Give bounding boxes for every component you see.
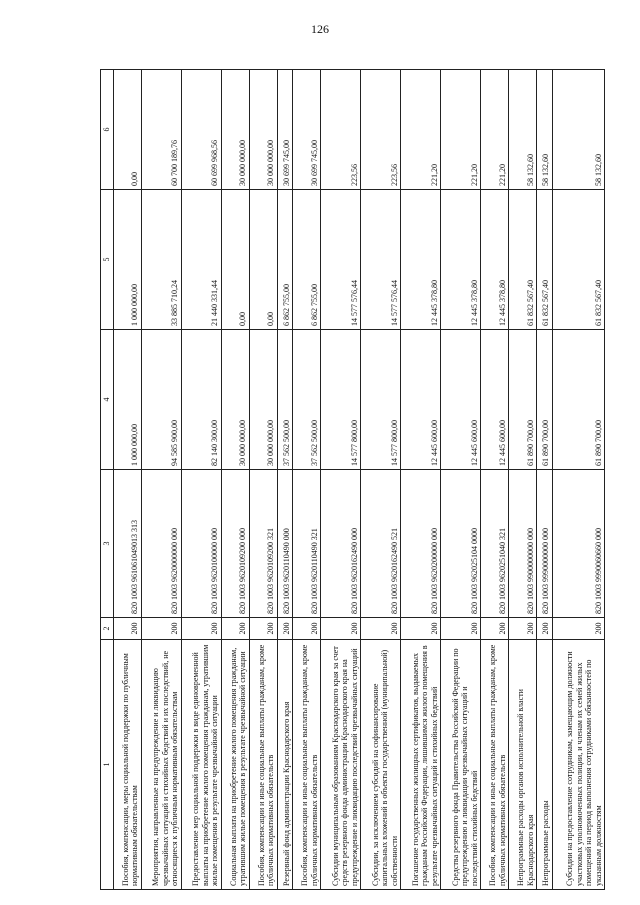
row-value-col4: 30 000 000,00 (221, 330, 249, 470)
row-vr: 200 (321, 618, 361, 640)
row-value-col4: 61 890 700,00 (509, 330, 537, 470)
row-code: 820 1003 9620251040 321 (481, 470, 509, 618)
row-value-col5: 14 577 576,44 (321, 190, 361, 330)
table-row (481, 70, 509, 890)
row-code: 820 1003 961061049013 313 (114, 470, 142, 618)
row-value-col5: 0,00 (249, 190, 277, 330)
column-header: 1 (101, 640, 114, 890)
row-value-col5: 0,00 (221, 190, 249, 330)
row-value-col4: 82 140 300,00 (181, 330, 221, 470)
row-value-col5: 6 862 755,00 (277, 190, 293, 330)
row-value-col6: 221,20 (481, 70, 509, 190)
row-value-col5: 61 832 567,40 (552, 190, 604, 330)
row-value-col4: 37 562 500,00 (293, 330, 321, 470)
row-value-col5: 6 862 755,00 (293, 190, 321, 330)
row-code: 820 1003 9990000000 000 (537, 470, 553, 618)
row-name: Средства резервного фонда Правительства Российской Федерации по предупреждению и ликвидации чрезвычайных ситуаций и последствий стихийных бедствий (441, 640, 481, 890)
row-code: 820 1003 9900000000 000 (509, 470, 537, 618)
table-row (249, 70, 277, 890)
table-row (321, 70, 361, 890)
row-value-col4: 30 000 000,00 (249, 330, 277, 470)
row-value-col4: 94 585 900,00 (141, 330, 181, 470)
row-value-col4: 14 577 800,00 (321, 330, 361, 470)
row-vr: 200 (401, 618, 441, 640)
row-vr: 200 (141, 618, 181, 640)
row-value-col5: 61 832 567,40 (509, 190, 537, 330)
row-value-col5: 12 445 378,80 (481, 190, 509, 330)
table-row (141, 70, 181, 890)
table-row (537, 70, 553, 890)
column-header: 2 (101, 618, 114, 640)
row-value-col6: 30 699 745,00 (277, 70, 293, 190)
row-value-col6: 30 000 000,00 (249, 70, 277, 190)
row-value-col5: 12 445 378,80 (441, 190, 481, 330)
row-value-col6: 58 132,60 (552, 70, 604, 190)
row-code: 820 1003 9620110490 000 (277, 470, 293, 618)
table-row (441, 70, 481, 890)
row-name: Социальная выплата на приобретение жилого помещения гражданам, утратившим жилые помещения в результате чрезвычайной ситуации (221, 640, 249, 890)
row-code: 820 1003 9620109200 321 (249, 470, 277, 618)
row-vr: 200 (441, 618, 481, 640)
row-vr: 200 (181, 618, 221, 640)
row-value-col6: 221,20 (401, 70, 441, 190)
table-row (509, 70, 537, 890)
table-row (401, 70, 441, 890)
table-body (114, 70, 605, 890)
column-header: 6 (101, 70, 114, 190)
row-name: Пособия, компенсации и иные социальные выплаты гражданам, кроме публичных нормативных обязательств (293, 640, 321, 890)
row-name: Субсидии, за исключением субсидий на софинансирование капитальных вложений в объекты государственной (муниципальной) собственности (361, 640, 401, 890)
row-code: 820 1003 9620162490 521 (361, 470, 401, 618)
table-row (181, 70, 221, 890)
page-number: 126 (311, 22, 329, 36)
row-value-col6: 223,56 (321, 70, 361, 190)
row-value-col6: 60 699 968,56 (181, 70, 221, 190)
row-vr: 200 (361, 618, 401, 640)
row-code: 820 1003 9620109200 000 (221, 470, 249, 618)
table-row (114, 70, 142, 890)
budget-table (100, 69, 605, 890)
row-value-col5: 61 832 567,40 (537, 190, 553, 330)
row-name: Резервный фонд администрации Краснодарского края (277, 640, 293, 890)
row-name: Предоставление мер социальной поддержки в виде единовременной выплаты на приобретение жилого помещения гражданам, утратившим жилые помещения в результате чрезвычайной ситуации (181, 640, 221, 890)
row-value-col4: 12 445 600,00 (441, 330, 481, 470)
row-value-col6: 58 132,60 (537, 70, 553, 190)
row-value-col4: 1 000 000,00 (114, 330, 142, 470)
row-value-col4: 61 890 700,00 (552, 330, 604, 470)
row-vr: 200 (537, 618, 553, 640)
row-value-col6: 0,00 (114, 70, 142, 190)
row-value-col5: 14 577 576,44 (361, 190, 401, 330)
row-value-col4: 14 577 800,00 (361, 330, 401, 470)
row-code: 820 1003 9990060660 000 (552, 470, 604, 618)
table-row (552, 70, 604, 890)
row-value-col6: 30 699 745,00 (293, 70, 321, 190)
row-name: Погашение государственных жилищных сертификатов, выдаваемых гражданам Российской Федерации, лишившимся жилого помещения в результате чрезвычайных ситуаций и стихийных бедствий (401, 640, 441, 890)
row-value-col5: 12 445 378,80 (401, 190, 441, 330)
row-code: 820 1003 9620200000 000 (401, 470, 441, 618)
row-value-col4: 61 890 700,00 (537, 330, 553, 470)
row-vr: 200 (277, 618, 293, 640)
row-name: Субсидии на предоставление сотрудникам, замещающим должности участковых уполномоченных полиции, и членам их семей жилых помещений на период выполнения сотрудниками обязанностей по указанным должностям (552, 640, 604, 890)
row-vr: 200 (552, 618, 604, 640)
row-vr: 200 (509, 618, 537, 640)
row-value-col6: 58 132,60 (509, 70, 537, 190)
row-value-col4: 12 445 600,00 (481, 330, 509, 470)
row-value-col5: 33 885 710,24 (141, 190, 181, 330)
table-row (277, 70, 293, 890)
row-vr: 200 (221, 618, 249, 640)
row-code: 820 1003 9620000000 000 (141, 470, 181, 618)
row-name: Субсидии муниципальным образованиям Краснодарского края за счет средств резервного фонда администрации Краснодарского края на предупреждение и ликвидацию последствий чрезвычайных ситуаций (321, 640, 361, 890)
row-value-col4: 37 562 500,00 (277, 330, 293, 470)
row-vr: 200 (114, 618, 142, 640)
row-code: 820 1003 9620100000 000 (181, 470, 221, 618)
row-value-col5: 1 000 000,00 (114, 190, 142, 330)
column-header: 5 (101, 190, 114, 330)
budget-table-rotated (100, 70, 605, 890)
row-name: Пособия, компенсации и иные социальные выплаты гражданам, кроме публичных нормативных обязательств (481, 640, 509, 890)
row-name: Непрограммные расходы (537, 640, 553, 890)
table-row (221, 70, 249, 890)
row-name: Пособия, компенсации и иные социальные выплаты гражданам, кроме публичных нормативных обязательств (249, 640, 277, 890)
column-header: 3 (101, 470, 114, 618)
row-value-col5: 21 440 331,44 (181, 190, 221, 330)
row-value-col6: 60 700 189,76 (141, 70, 181, 190)
row-name: Мероприятия, направленные на предупреждение и ликвидацию чрезвычайных ситуаций и стихийных бедствий и их последствий, не относящиеся к публичным нормативным обязательствам (141, 640, 181, 890)
table-row (361, 70, 401, 890)
row-name: Непрограммные расходы органов исполнительной власти Краснодарского края (509, 640, 537, 890)
table-row (293, 70, 321, 890)
row-vr: 200 (293, 618, 321, 640)
header-row (101, 70, 114, 890)
row-code: 820 1003 9620162490 000 (321, 470, 361, 618)
row-value-col4: 12 445 600,00 (401, 330, 441, 470)
row-value-col6: 223,56 (361, 70, 401, 190)
row-vr: 200 (249, 618, 277, 640)
column-header: 4 (101, 330, 114, 470)
row-value-col6: 221,20 (441, 70, 481, 190)
row-code: 820 1003 9620110490 321 (293, 470, 321, 618)
row-value-col6: 30 000 000,00 (221, 70, 249, 190)
row-vr: 200 (481, 618, 509, 640)
row-code: 820 1003 962025104 0000 (441, 470, 481, 618)
row-name: Пособия, компенсации, меры социальной поддержки по публичным нормативным обязательствам (114, 640, 142, 890)
